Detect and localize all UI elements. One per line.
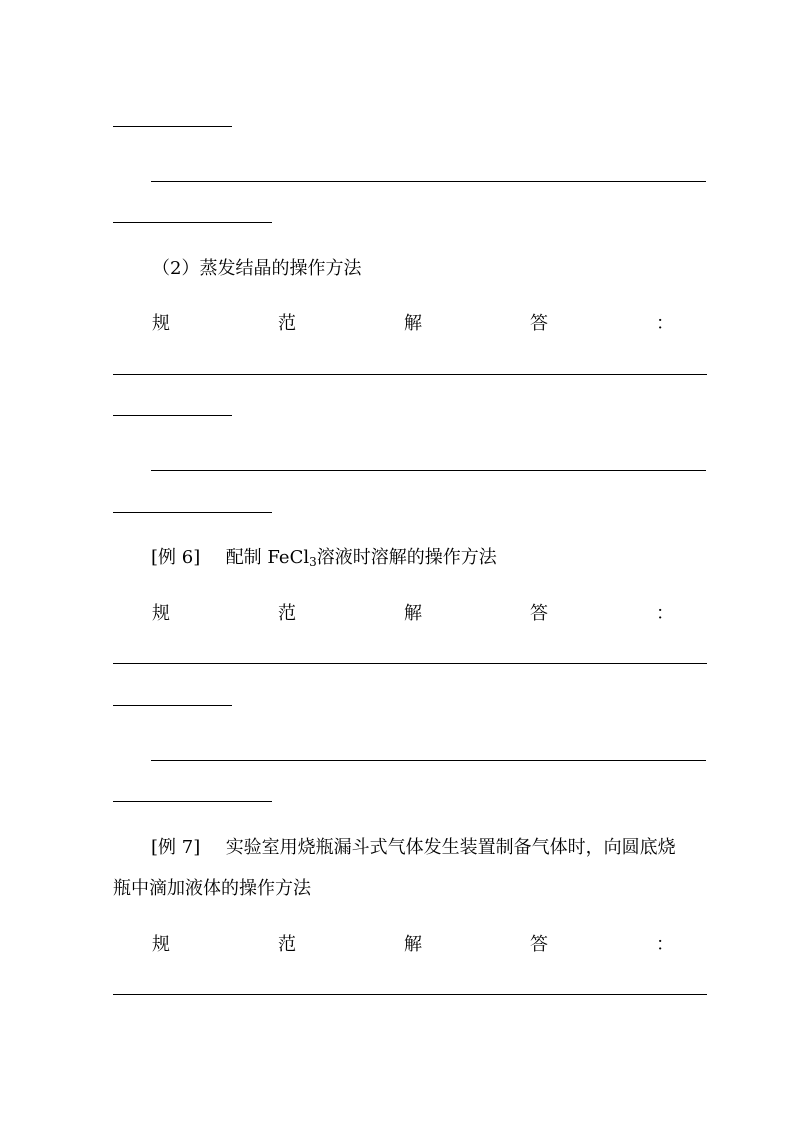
example-7-tag: [例 7] [151,837,201,858]
label-char: 答 [530,603,548,624]
example-7-question-line1 [151,836,676,860]
label-char: 答 [530,934,548,955]
label-char: 解 [404,934,422,955]
answer-blank-line [113,222,272,223]
label-char: 解 [404,603,422,624]
answer-blank-line [113,663,707,664]
label-char: ： [656,603,674,624]
answer-blank-line [113,374,707,375]
standard-answer-label [152,933,674,957]
example-6-tag: [例 6] [151,547,201,568]
example-6-subscript: 3 [309,555,317,569]
answer-blank-line [151,760,706,761]
label-char: 规 [152,603,170,624]
example-7-question-line2: 瓶中滴加液体的操作方法 [113,878,311,899]
answer-blank-line [113,512,272,513]
label-char: ： [656,934,674,955]
label-char: 规 [152,934,170,955]
label-char: 规 [152,313,170,334]
label-char: 范 [278,934,296,955]
label-char: 解 [404,313,422,334]
label-char: ： [656,313,674,334]
example-6-question [151,546,497,570]
label-char: 范 [278,603,296,624]
section-2-title: （2）蒸发结晶的操作方法 [152,258,362,279]
answer-blank-line [113,705,232,706]
example-7-text-line1: 实验室用烧瓶漏斗式气体发生装置制备气体时，向圆底烧 [225,837,676,858]
example-6-text-a: 配制 FeCl [225,547,310,568]
standard-answer-label [152,602,674,626]
standard-answer-label [152,312,674,336]
answer-blank-line [113,415,232,416]
answer-blank-line [113,994,707,995]
answer-blank-line [113,801,272,802]
label-char: 答 [530,313,548,334]
answer-blank-line [113,126,232,127]
answer-blank-line [151,470,706,471]
answer-blank-line [151,181,706,182]
label-char: 范 [278,313,296,334]
example-6-text-b: 溶液时溶解的操作方法 [316,547,497,568]
